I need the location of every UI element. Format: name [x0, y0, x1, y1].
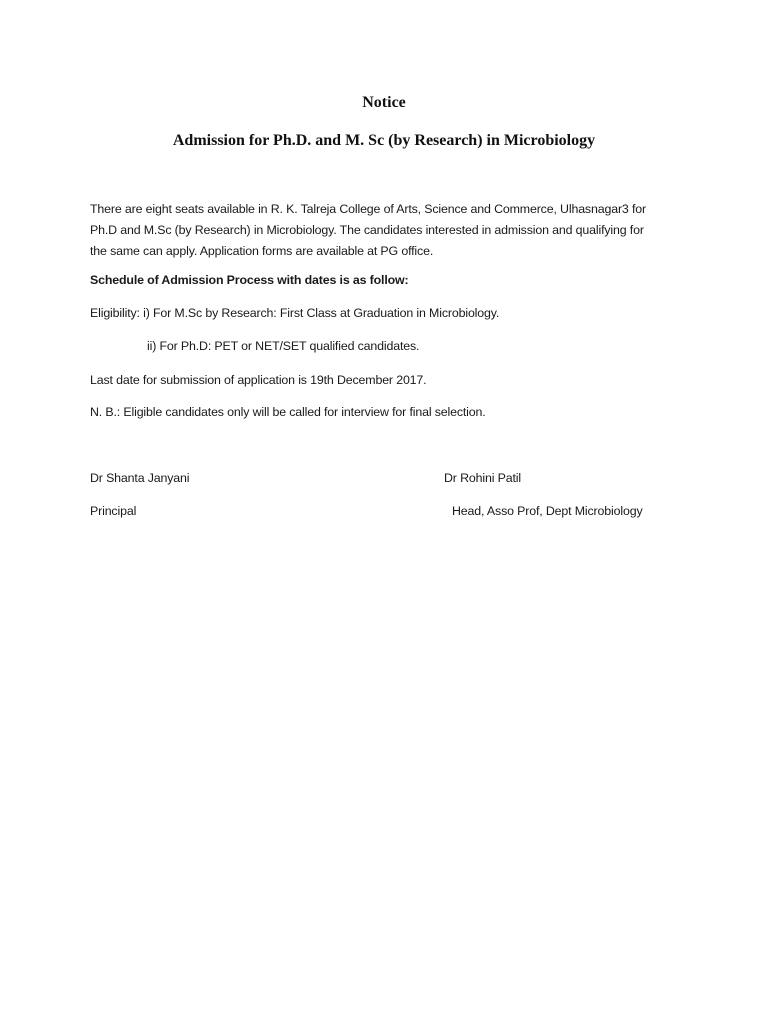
- nota-bene-text: N. B.: Eligible candidates only will be called for interview for final selection.: [90, 405, 486, 419]
- intro-line: There are eight seats available in R. K. Talreja College of Arts, Science and Commerce, Ulhasnagar3 for: [90, 202, 646, 216]
- eligibility-msc: Eligibility: i) For M.Sc by Research: First Class at Graduation in Microbiology.: [90, 306, 500, 320]
- notice-heading: Notice: [362, 94, 406, 111]
- schedule-heading: Schedule of Admission Process with dates is as follow:: [90, 273, 409, 287]
- intro-line: Ph.D and M.Sc (by Research) in Microbiology. The candidates interested in admission and qualifying for: [90, 223, 644, 237]
- admission-heading: Admission for Ph.D. and M. Sc (by Research) in Microbiology: [172, 132, 596, 149]
- hod-title: Head, Asso Prof, Dept Microbiology: [452, 504, 643, 518]
- intro-line: the same can apply. Application forms are available at PG office.: [90, 244, 434, 258]
- intro-paragraph: [90, 199, 680, 262]
- principal-name: Dr Shanta Janyani: [90, 471, 190, 485]
- principal-title: Principal: [90, 504, 137, 518]
- eligibility-phd: ii) For Ph.D: PET or NET/SET qualified candidates.: [147, 339, 420, 353]
- hod-name: Dr Rohini Patil: [444, 471, 521, 485]
- last-date-text: Last date for submission of application is 19th December 2017.: [90, 373, 427, 387]
